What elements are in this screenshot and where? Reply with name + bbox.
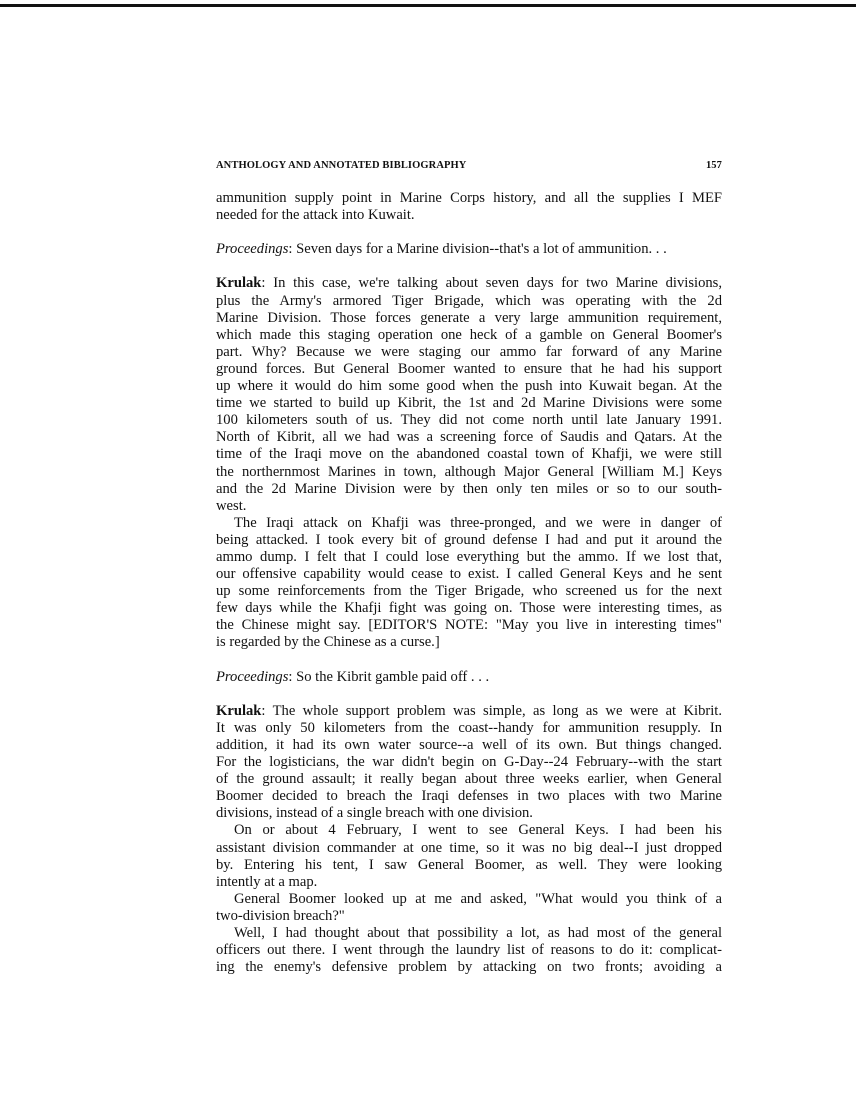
text-line bbox=[216, 310, 722, 327]
running-header bbox=[216, 160, 722, 171]
text-line bbox=[216, 412, 722, 429]
page-number: 157 bbox=[705, 160, 722, 171]
text-line bbox=[216, 942, 722, 959]
text-line bbox=[216, 293, 722, 310]
line-text: plus the Army's armored Tiger Brigade, which was operating with the 2d bbox=[216, 292, 722, 309]
line-text: ammunition supply point in Marine Corps history, and all the supplies I MEF bbox=[216, 190, 722, 206]
text-line bbox=[216, 754, 722, 771]
dialogue-paragraph bbox=[216, 241, 722, 258]
line-text: few days while the Khafji fight was going on. Those were interesting times, as bbox=[216, 600, 722, 617]
text-line bbox=[216, 857, 722, 874]
line-text: It was only 50 kilometers from the coast--handy for ammunition resupply. In bbox=[216, 719, 722, 736]
text-line bbox=[216, 327, 722, 344]
line-text: ing the enemy's defensive problem by attacking on two fronts; avoiding a bbox=[216, 959, 722, 976]
text-line bbox=[216, 720, 722, 737]
paragraph bbox=[216, 925, 722, 976]
paragraph bbox=[216, 891, 722, 925]
dialogue-paragraph bbox=[216, 703, 722, 823]
line-text: : The whole support problem was simple, as long as we were at Kibrit. bbox=[261, 702, 722, 719]
text-line bbox=[216, 207, 722, 224]
text-line bbox=[216, 241, 722, 258]
line-text: time of the Iraqi move on the abandoned coastal town of Khafji, we were still bbox=[216, 446, 722, 463]
text-line bbox=[216, 617, 722, 634]
speaker-label: Proceedings bbox=[216, 668, 289, 685]
text-line bbox=[216, 771, 722, 788]
text-line bbox=[216, 378, 722, 395]
text-line bbox=[216, 788, 722, 805]
line-text: needed for the attack into Kuwait. bbox=[216, 207, 415, 224]
line-text: west. bbox=[216, 497, 247, 514]
text-line bbox=[216, 874, 722, 891]
text-line bbox=[216, 275, 722, 292]
line-text: up some reinforcements from the Tiger Brigade, who screened us for the next bbox=[216, 583, 722, 600]
text-line bbox=[216, 532, 722, 549]
text-line bbox=[216, 840, 722, 857]
line-text: divisions, instead of a single breach with one division. bbox=[216, 805, 533, 822]
text-line bbox=[216, 566, 722, 583]
line-text: addition, it had its own water source--a well of its own. But things changed. bbox=[216, 737, 722, 753]
text-line bbox=[216, 395, 722, 412]
text-line bbox=[216, 669, 722, 686]
line-text: up where it would do him some good when the push into Kuwait began. At the bbox=[216, 378, 722, 395]
line-text: The Iraqi attack on Khafji was three-pronged, and we were in danger of bbox=[234, 514, 722, 531]
line-text: : So the Kibrit gamble paid off . . . bbox=[288, 668, 490, 685]
line-text: which made this staging operation one heck of a gamble on General Boomer's bbox=[216, 326, 722, 343]
text-line bbox=[216, 703, 722, 720]
speaker-label: Krulak bbox=[216, 275, 262, 292]
line-text: intently at a map. bbox=[216, 873, 318, 890]
text-line bbox=[216, 822, 722, 839]
text-line bbox=[216, 429, 722, 446]
text-line bbox=[216, 908, 722, 925]
text-line bbox=[216, 600, 722, 617]
line-text: For the logisticians, the war didn't begin on G-Day--24 February--with the start bbox=[216, 754, 722, 771]
text-line bbox=[216, 634, 722, 651]
dialogue-paragraph bbox=[216, 669, 722, 686]
paragraph bbox=[216, 190, 722, 224]
line-text: North of Kibrit, all we had was a screening force of Saudis and Qatars. At the bbox=[216, 429, 722, 446]
text-line bbox=[216, 464, 722, 481]
text-line bbox=[216, 737, 722, 754]
line-text: ground forces. But General Boomer wanted to ensure that he had his support bbox=[216, 360, 722, 377]
speaker-label: Krulak bbox=[216, 702, 262, 719]
paragraph bbox=[216, 515, 722, 652]
line-text: Marine Division. Those forces generate a very large ammunition requirement, bbox=[216, 309, 722, 326]
text-line bbox=[216, 446, 722, 463]
line-text: by. Entering his tent, I saw General Boomer, as well. They were looking bbox=[216, 856, 722, 873]
text-line bbox=[216, 515, 722, 532]
line-text: ammo dump. I felt that I could lose everything but the ammo. If we lost that, bbox=[216, 548, 722, 565]
page-top-rule bbox=[0, 4, 856, 7]
line-text: being attacked. I took every bit of ground defense I had and put it around the bbox=[216, 531, 722, 548]
line-text: 100 kilometers south of us. They did not come north until late January 1991. bbox=[216, 412, 722, 429]
line-text: Boomer decided to breach the Iraqi defenses in two places with two Marine bbox=[216, 788, 722, 805]
text-line bbox=[216, 583, 722, 600]
text-line bbox=[216, 549, 722, 566]
text-line bbox=[216, 805, 722, 822]
line-text: and the 2d Marine Division were by then only ten miles or so to our south- bbox=[216, 480, 722, 497]
text-line bbox=[216, 344, 722, 361]
line-text: time we started to build up Kibrit, the 1st and 2d Marine Divisions were some bbox=[216, 395, 722, 412]
speaker-label: Proceedings bbox=[216, 241, 289, 258]
line-text: is regarded by the Chinese as a curse.] bbox=[216, 634, 440, 651]
line-text: the Chinese might say. [EDITOR'S NOTE: "May you live in interesting times" bbox=[216, 617, 722, 634]
text-line bbox=[216, 481, 722, 498]
line-text: officers out there. I went through the laundry list of reasons to do it: complicat- bbox=[216, 942, 722, 959]
dialogue-paragraph bbox=[216, 275, 722, 514]
line-text: : Seven days for a Marine division--that's a lot of ammunition. . . bbox=[288, 241, 667, 258]
line-text: Well, I had thought about that possibility a lot, as had most of the general bbox=[234, 925, 722, 942]
line-text: two-division breach?" bbox=[216, 907, 345, 924]
line-text: : In this case, we're talking about seven days for two Marine divisions, bbox=[261, 275, 722, 292]
text-line bbox=[216, 361, 722, 378]
running-title: ANTHOLOGY AND ANNOTATED BIBLIOGRAPHY bbox=[216, 160, 467, 171]
text-line bbox=[216, 190, 722, 207]
line-text: our offensive capability would cease to exist. I called General Keys and he sent bbox=[216, 566, 722, 583]
paragraph bbox=[216, 822, 722, 890]
line-text: General Boomer looked up at me and asked, "What would you think of a bbox=[234, 890, 722, 907]
line-text: part. Why? Because we were staging our ammo far forward of any Marine bbox=[216, 343, 722, 360]
text-line bbox=[216, 891, 722, 908]
line-text: On or about 4 February, I went to see General Keys. I had been his bbox=[234, 822, 722, 839]
text-line bbox=[216, 959, 722, 976]
text-line bbox=[216, 498, 722, 515]
line-text: the northernmost Marines in town, although Major General [William M.] Keys bbox=[216, 463, 722, 480]
line-text: assistant division commander at one time, so it was no big deal--I just dropped bbox=[216, 839, 722, 856]
document-body bbox=[216, 190, 722, 976]
text-line bbox=[216, 925, 722, 942]
line-text: of the ground assault; it really began about three weeks earlier, when General bbox=[216, 771, 722, 788]
